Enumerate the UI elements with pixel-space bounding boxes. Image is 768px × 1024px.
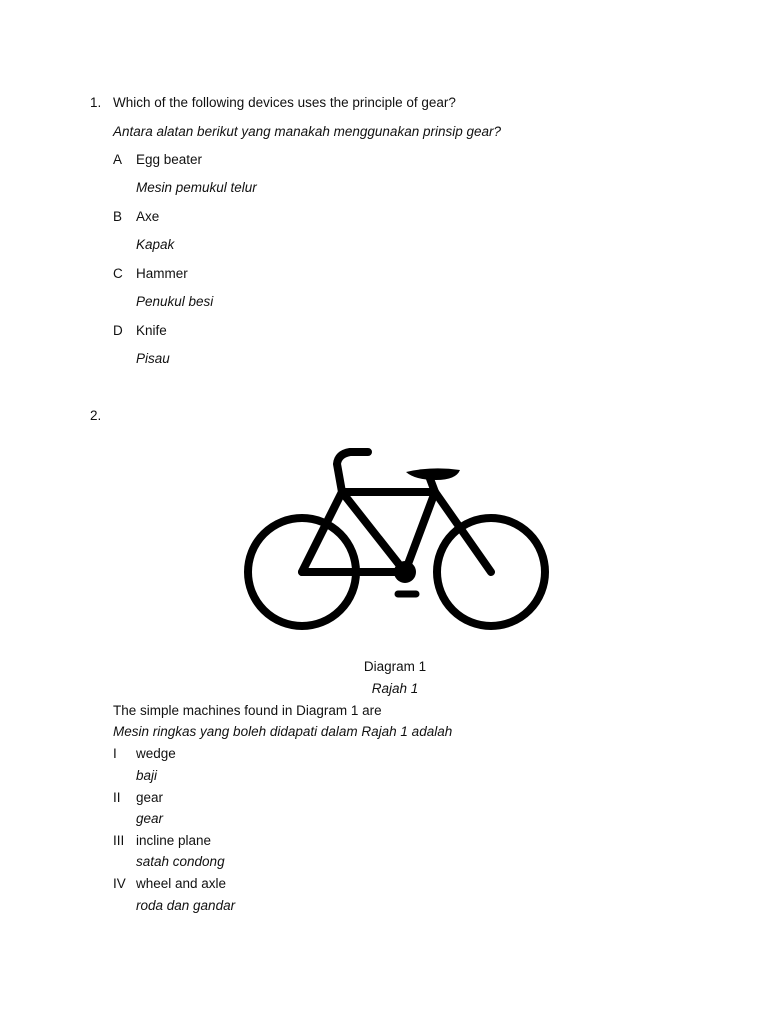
q1-option-b-en: Axe (136, 209, 160, 224)
q2-item-2-en: gear (136, 790, 164, 805)
q1-option-d-en: Knife (136, 323, 167, 338)
q2-item-2-ms: gear (136, 811, 164, 826)
q1-option-c-ms: Penukul besi (136, 294, 214, 309)
q1-option-b-ms: Kapak (136, 237, 175, 252)
q1-option-d-ms: Pisau (136, 351, 170, 366)
q2-stem-en: The simple machines found in Diagram 1 are (113, 703, 382, 718)
q1-option-a-en: Egg beater (136, 152, 203, 167)
q2-item-4-en: wheel and axle (136, 876, 227, 891)
q1-option-b-letter: B (113, 209, 123, 224)
q2-item-4-ms: roda dan gandar (136, 898, 236, 913)
bicycle-diagram (240, 444, 550, 634)
q1-number: 1. (90, 95, 102, 110)
q1-option-c-en: Hammer (136, 266, 188, 281)
q2-item-3-en: incline plane (136, 833, 212, 848)
figure-caption-en: Diagram 1 (363, 659, 427, 674)
q1-option-d-letter: D (113, 323, 123, 338)
q2-item-4-numeral: IV (113, 876, 126, 891)
front-fork (435, 492, 491, 572)
q2-item-1-en: wedge (136, 746, 176, 761)
q1-option-a-letter: A (113, 152, 123, 167)
q2-item-1-numeral: I (113, 746, 117, 761)
q2-item-2-numeral: II (113, 790, 121, 805)
q2-item-3-ms: satah condong (136, 854, 225, 869)
saddle (406, 468, 460, 480)
q2-number: 2. (90, 408, 102, 423)
q1-option-a-ms: Mesin pemukul telur (136, 180, 257, 195)
figure-caption-ms: Rajah 1 (371, 681, 419, 696)
q1-question-en: Which of the following devices uses the principle of gear? (113, 95, 456, 110)
q2-item-1-ms: baji (136, 768, 158, 783)
chainring (394, 561, 416, 583)
q1-question-ms: Antara alatan berikut yang manakah menggunakan prinsip gear? (113, 124, 502, 139)
q1-option-c-letter: C (113, 266, 123, 281)
q2-item-3-numeral: III (113, 833, 125, 848)
q2-stem-ms: Mesin ringkas yang boleh didapati dalam Rajah 1 adalah (113, 724, 453, 739)
